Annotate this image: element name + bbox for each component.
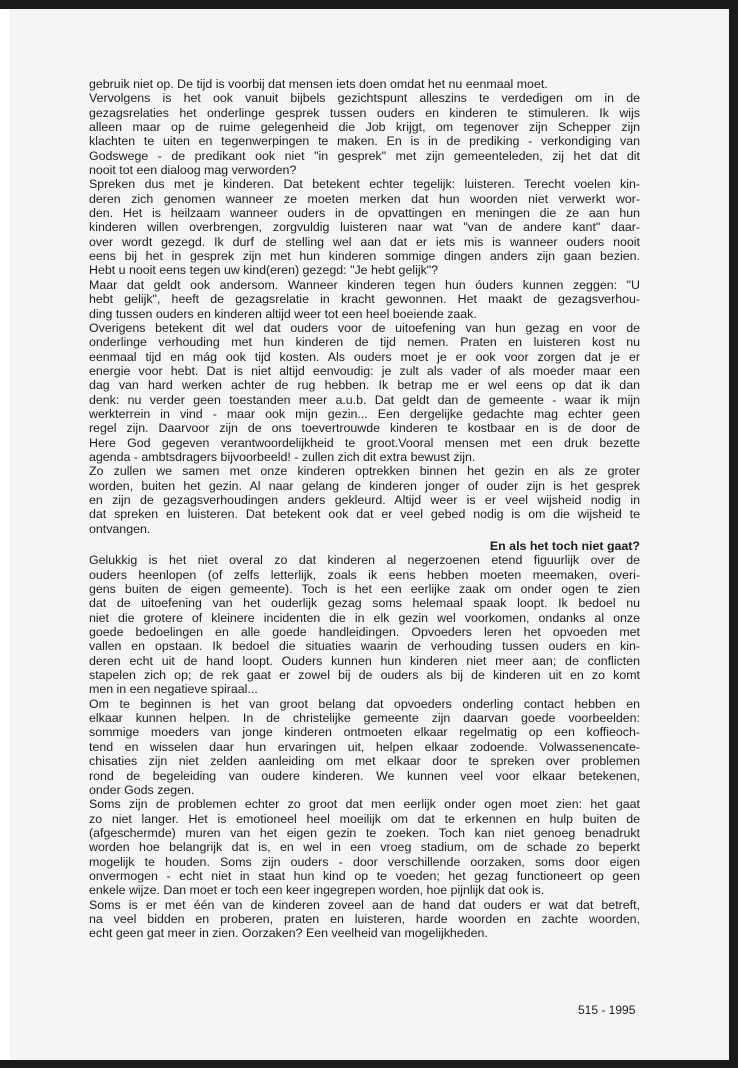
text-line: deren zich genomen wanneer ze moeten merken dat hun woorden niet verwerkt wor- (89, 191, 640, 206)
text-line: worden, buiten het gezin. Al naar gelang de kinderen jonger of ouder zijn is het gesprek (89, 478, 640, 493)
text-line: energie voor hebt. Dat is niet altijd eenvoudig: je zult als vader of als moeder maar een (89, 363, 640, 378)
text-line: klachten te uiten en tegenwerpingen te maken. En is in de prediking - verkondiging van (89, 134, 640, 149)
text-line: ouders heenlopen (of zelfs letterlijk, zoals ik eens hebben moeten meemaken, overi- (89, 567, 640, 582)
paragraph (89, 91, 640, 177)
text-line: onvermogen - echt niet in staat hun kind op te voeden; het gezag functioneert op geen (89, 868, 640, 883)
paragraph (89, 553, 640, 696)
text-line: gens buiten de eigen gemeente). Toch is het een eerlijke zaak om onder ogen te zien (89, 582, 640, 597)
paragraph (89, 177, 640, 277)
text-line: alleen maar op de ruime gelegenheid die Job krijgt, om tegenover zijn Schepper zijn (89, 120, 640, 135)
text-line: Gelukkig is het niet overal zo dat kinderen al negerzoenen etend figuurlijk over de (89, 553, 640, 568)
text-line: regel zijn. Daarvoor zijn de ons toevertrouwde kinderen te kostbaar en is de door de (89, 421, 640, 436)
text-line: Hebt u nooit eens tegen uw kind(eren) gezegd: "Je hebt gelijk"? (89, 263, 439, 278)
text-line: Zo zullen we samen met onze kinderen optrekken binnen het gezin en als ze groter (89, 464, 640, 479)
text-line: mogelijk te houden. Soms zijn ouders - door verschillende oorzaken, soms door eigen (89, 854, 640, 869)
section-heading: En als het toch niet gaat? (489, 539, 640, 553)
text-line: Om te beginnen is het van groot belang dat opvoeders onderling contact hebben en (89, 696, 640, 711)
text-line: Godswege - de predikant ook niet "in gesprek" met zijn gemeenteleden, zij het dat dit (89, 148, 640, 163)
text-line: enkele wijze. Dan moet er toch een keer ingegrepen worden, hoe pijnlijk dat ook is. (89, 883, 545, 898)
text-line: elkaar kunnen helpen. In de christelijke gemeente zijn daarvan goede voorbeelden: (89, 711, 640, 726)
article-body (89, 77, 640, 941)
text-line: Soms zijn de problemen echter zo groot dat men eerlijk onder ogen moet zien: het gaat (89, 797, 640, 812)
text-line: Vervolgens is het ook vanuit bijbels gezichtspunt alleszins te verdedigen om in de (89, 91, 640, 106)
body-paragraphs-before-heading (89, 77, 640, 536)
text-line: agenda - ambtsdragers bijvoorbeeld! - zullen zich dit extra bewust zijn. (89, 449, 476, 464)
text-line: den. Het is heilzaam wanneer ouders in de opvattingen en meningen die ze aan hun (89, 206, 640, 221)
text-line: werkterrein in vind - maar ook mijn gezin... Een dergelijke gedachte mag echter geen (89, 406, 640, 421)
text-line: hebt gelijk", heeft de gezagsrelatie in kracht gewonnen. Het maakt de gezagsverhou- (89, 292, 640, 307)
text-line: chisaties zijn niet zelden aanleiding om met elkaar door te spreken over problemen (89, 754, 640, 769)
text-line: zo niet langer. Het is emotioneel heel moeilijk om dat te erkennen en hulp buiten de (89, 811, 640, 826)
paragraph (89, 278, 640, 321)
text-line: gezagsrelaties het onderlinge gesprek tussen ouders en kinderen te stimuleren. Ik wijs (89, 105, 640, 120)
body-paragraphs-after-heading (89, 553, 640, 940)
text-line: deren echt uit de hand loopt. Ouders kunnen hun kinderen niet meer aan; de conflicten (89, 653, 640, 668)
text-line: niet die grotere of kleinere incidenten die in elk gezin wel voorkomen, ondanks al onze (89, 610, 640, 625)
text-line: eenmaal tijd en mág ook tijd kosten. Als ouders moet je er ook voor zorgen dat je er (89, 349, 640, 364)
text-line: sommige moeders van jonge kinderen ontmoeten elkaar regelmatig op een koffieoch- (89, 725, 640, 740)
text-line: dag van hard werken achter de rug hebben. Ik betrap me er wel eens op dat ik dan (89, 378, 640, 393)
text-line: Here God gegeven verantwoordelijkheid te groot.Vooral mensen met een druk bezette (89, 435, 640, 450)
text-line: vallen en opstaan. Ik bedoel die situaties waarin de verhouding tussen ouders en kin- (89, 639, 640, 654)
text-line: goede bedoelingen en alle goede handleidingen. Opvoeders leren het opvoeden met (89, 625, 640, 640)
scan-border-right (729, 0, 738, 1068)
paragraph (89, 77, 640, 91)
text-line: stapelen zich op; de rek gaat er zowel bij de ouders als bij de kinderen uit en zo komt (89, 668, 640, 683)
text-line: Maar dat geldt ook andersom. Wanneer kinderen tegen hun óuders kunnen zeggen: "U (89, 277, 640, 292)
paragraph (89, 697, 640, 797)
text-line: dat spreken en luisteren. Dat betekent ook dat er veel gebed nodig is om die wijsheid te (89, 507, 640, 522)
text-line: dat de uitoefening van het ouderlijk gezag soms helemaal spaak loopt. Ik bedoel nu (89, 596, 640, 611)
text-line: na veel bidden en proberen, praten en luisteren, harde woorden en zachte woorden, (89, 911, 640, 926)
text-line: onder Gods zegen. (89, 782, 195, 797)
text-line: echt geen gat meer in zien. Oorzaken? Een veelheid van mogelijkheden. (89, 926, 488, 941)
text-line: denk: nu verder geen toestanden meer a.u.b. Dat geldt dan de gemeente - waar ik mijn (89, 392, 640, 407)
text-line: kinderen willen overbrengen, zorgvuldig luisteren naar wat "van de andere kant" daar- (89, 220, 640, 235)
text-line: (afgeschermde) muren van het eigen gezin te zoeken. Toch kan niet genoeg benadrukt (89, 825, 640, 840)
text-line: en zijn de gezagsverhoudingen anders gekleurd. Altijd weer is er veel wijsheid nodig in (89, 492, 640, 507)
text-line: Spreken dus met je kinderen. Dat betekent echter tegelijk: luisteren. Terecht voelen kin- (89, 177, 640, 192)
text-line: Overigens betekent dit wel dat ouders voor de uitoefening van hun gezag en voor de (89, 320, 640, 335)
scan-border-top (0, 0, 738, 9)
paragraph (89, 797, 640, 897)
text-line: eens bij het in gesprek zijn met hun kinderen sommige dingen anders zijn gaan bezien. (89, 249, 640, 264)
text-line: onderlinge verhouding met hun kinderen de tijd nemen. Praten en luisteren kost nu (89, 335, 640, 350)
text-line: over wordt gezegd. Ik durf de stelling wel aan dat er iets mis is wanneer ouders nooit (89, 234, 640, 249)
text-line: rond de begeleiding van oudere kinderen. We kunnen veel voor elkaar betekenen, (89, 768, 640, 783)
scan-border-bottom (0, 1060, 738, 1068)
paragraph (89, 464, 640, 536)
text-line: worden hoe belangrijk dat is, en wel in een vroeg stadium, om de schade zo beperkt (89, 840, 640, 855)
text-line: Soms is er met één van de kinderen zoveel aan de hand dat ouders er wat dat betreft, (89, 897, 640, 912)
text-line: gebruik niet op. De tijd is voorbij dat mensen iets doen omdat het nu eenmaal moet. (89, 77, 548, 91)
text-line: ding tussen ouders en kinderen altijd weer tot een heel boeiende zaak. (89, 306, 477, 321)
text-line: ontvangen. (89, 521, 151, 536)
text-line: men in een negatieve spiraal... (89, 682, 258, 697)
paragraph (89, 321, 640, 464)
page-number: 515 - 1995 (578, 1003, 636, 1017)
text-line: nooit tot een dialoog mag verworden? (89, 163, 297, 178)
text-line: tend en wisselen daar hun ervaringen uit, helpen elkaar zodoende. Volwassenencate- (89, 739, 640, 754)
paragraph (89, 898, 640, 941)
